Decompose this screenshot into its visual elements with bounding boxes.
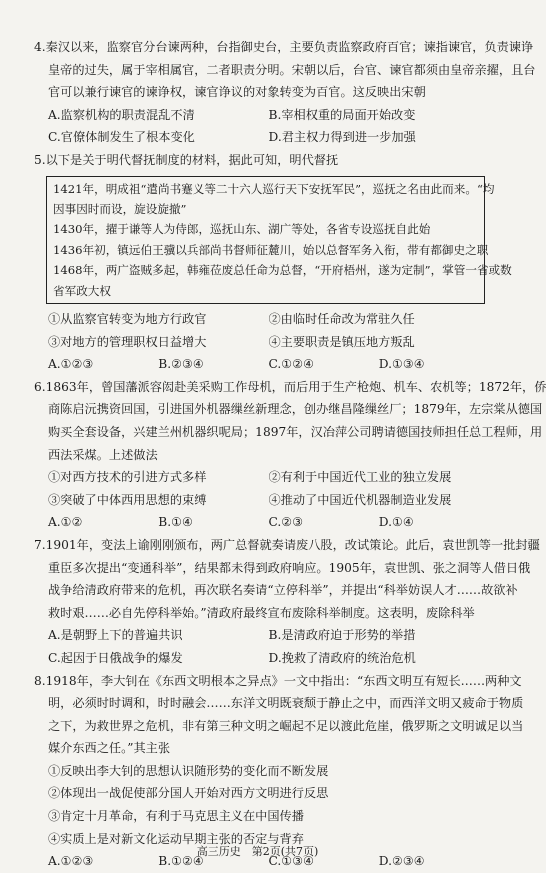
q6-options-row bbox=[34, 511, 489, 534]
q7-stem-line: 战争给清政府带来的危机，再次联名奏请“立停科举”，并提出“科举妨误人才……故欲补 bbox=[48, 583, 518, 598]
question-5 bbox=[34, 149, 512, 376]
q5-item: ④主要职责是镇压地方叛乱 bbox=[268, 334, 415, 349]
page-footer: 高三历史 第2页(共7页) bbox=[196, 845, 319, 858]
q5-option-d: D.①③④ bbox=[378, 357, 425, 372]
q6-item: ③突破了中体西用思想的束缚 bbox=[48, 492, 207, 507]
q5-material-line: 1430年，擢于谦等人为侍郎，巡抚山东、湖广等处，各省专设巡抚自此始 bbox=[53, 222, 431, 237]
q5-material-box bbox=[46, 176, 512, 304]
q5-option-c: C.①②④ bbox=[268, 357, 315, 372]
q4-options-row bbox=[34, 104, 489, 127]
q8-stem-line: 媒介东西之任。”其主张 bbox=[48, 741, 171, 756]
q6-item: ④推动了中国近代机器制造业发展 bbox=[268, 492, 452, 507]
q8-option-a: A.①②③ bbox=[48, 854, 94, 869]
q6-items-row bbox=[34, 489, 489, 512]
q7-stem-line: 重臣多次提出“变通科举”，结果都未得到政府响应。1905年，袁世凯、张之洞等人借日俄 bbox=[48, 560, 531, 575]
q4-stem-line: 皇帝的过失，属于宰相属官，二者职责分明。宋朝以后，台官、谏官都须由皇帝亲擢，且台 bbox=[48, 62, 536, 77]
q5-item: ③对地方的管理职权日益增大 bbox=[48, 334, 207, 349]
q8-option-b: B.①②④ bbox=[158, 854, 204, 869]
q5-options-row bbox=[34, 353, 489, 376]
q6-item: ①对西方技术的引进方式多样 bbox=[48, 470, 207, 485]
q5-stem: 5.以下是关于明代督抚制度的材料，据此可知，明代督抚 bbox=[34, 152, 339, 167]
q6-stem-line: 购买全套设备，兴建兰州机器织呢局；1897年，汉冶萍公司聘请德国技师担任总工程师，用 bbox=[48, 424, 543, 439]
q8-option-c: C.①③④ bbox=[268, 854, 315, 869]
q8-item: ③肯定十月革命，有利于马克思主义在中国传播 bbox=[48, 809, 304, 824]
q5-material-line: 因事因时而设，旋设旋撤” bbox=[53, 201, 187, 216]
q4-option-b: B.宰相权重的局面开始改变 bbox=[268, 107, 416, 122]
q7-stem-line: 救时艰……必自先停科举始。”清政府最终宣布废除科举制度。这表明，废除科举 bbox=[48, 605, 475, 620]
question-4 bbox=[34, 36, 536, 149]
q7-option-d: D.挽救了清政府的统治危机 bbox=[268, 650, 416, 665]
q6-option-a: A.①② bbox=[48, 515, 83, 530]
q8-option-d: D.②③④ bbox=[378, 854, 425, 869]
q5-option-b: B.②③④ bbox=[158, 357, 204, 372]
q5-option-a: A.①②③ bbox=[48, 357, 94, 372]
q4-stem-line: 官可以兼行谏官的谏诤权，谏官诤议的对象转变为百官。这反映出宋朝 bbox=[48, 85, 426, 100]
q5-material-line: 1468年，两广盗贼多起，韩雍莅废总任命为总督，“开府梧州，遂为定制”，掌管一省或数 bbox=[53, 263, 512, 278]
question-7 bbox=[34, 534, 540, 670]
q8-stem-line: 8.1918年，李大钊在《东西文明根本之异点》一文中指出：“东西文明互有短长……两种文 bbox=[34, 673, 522, 688]
q8-item: ①反映出李大钊的思想认识随形势的变化而不断发展 bbox=[48, 763, 329, 778]
q4-option-a: A.监察机构的职责混乱不清 bbox=[48, 107, 195, 122]
q8-item: ④实质上是对新文化运动早期主张的否定与背弃 bbox=[48, 831, 304, 846]
question-6 bbox=[34, 376, 546, 534]
q4-option-c: C.官僚体制发生了根本变化 bbox=[48, 130, 195, 145]
q7-options-row bbox=[34, 624, 489, 647]
q7-options-row bbox=[34, 647, 489, 670]
q4-options-row bbox=[34, 126, 489, 149]
q7-option-a: A.是朝野上下的普遍共识 bbox=[48, 628, 183, 643]
q5-material-line: 1436年初，镇远伯王骥以兵部尚书督师征麓川，始以总督军务入衔，带有都御史之职 bbox=[53, 242, 489, 257]
q6-option-c: C.②③ bbox=[268, 515, 304, 530]
q5-material-line: 省军政大权 bbox=[53, 283, 111, 298]
q6-item: ②有利于中国近代工业的独立发展 bbox=[268, 470, 452, 485]
q6-option-d: D.①④ bbox=[378, 515, 414, 530]
q5-items-row bbox=[34, 331, 489, 354]
q7-stem-line: 7.1901年，变法上谕刚刚颁布，两广总督就奏请废八股，改试策论。此后，袁世凯等一批封疆 bbox=[34, 537, 540, 552]
q8-stem-line: 明，必须时时调和，时时融会……东洋文明既衰颓于静止之中，而西洋文明又疲命于物质 bbox=[48, 696, 524, 711]
q5-item: ①从监察官转变为地方行政官 bbox=[48, 312, 207, 326]
q7-option-c: C.起因于日俄战争的爆发 bbox=[48, 650, 183, 665]
q5-material-line: 1421年，明成祖“遣尚书蹇义等二十六人巡行天下安抚军民”，巡抚之名由此而来。“均 bbox=[53, 181, 495, 196]
q6-stem-line: 西法采煤。上述做法 bbox=[48, 447, 158, 462]
q6-items-row bbox=[34, 466, 489, 489]
q7-option-b: B.是清政府迫于形势的举措 bbox=[268, 628, 416, 643]
q4-stem-line: 4.秦汉以来，监察官分台谏两种，台指御史台，主要负责监察政府百官；谏指谏官，负责谏诤 bbox=[34, 40, 534, 54]
q8-stem-line: 之下，为救世界之危机，非有第三种文明之崛起不足以渡此危崖，俄罗斯之文明诚足以当 bbox=[48, 718, 524, 733]
q5-items-row bbox=[34, 308, 489, 331]
q6-stem-line: 6.1863年，曾国藩派容闳赴美采购工作母机，而后用于生产枪炮、机车、农机等；1872年，侨 bbox=[34, 379, 546, 394]
q8-item: ②体现出一战促使部分国人开始对西方文明进行反思 bbox=[48, 786, 329, 801]
q6-stem-line: 商陈启沅携资回国，引进国外机器缫丝新理念，创办继昌隆缫丝厂；1879年，左宗棠从德国 bbox=[48, 402, 543, 417]
q4-option-d: D.君主权力得到进一步加强 bbox=[268, 130, 416, 145]
q5-item: ②由临时任命改为常驻久任 bbox=[268, 312, 415, 326]
q6-option-b: B.①④ bbox=[158, 515, 193, 530]
